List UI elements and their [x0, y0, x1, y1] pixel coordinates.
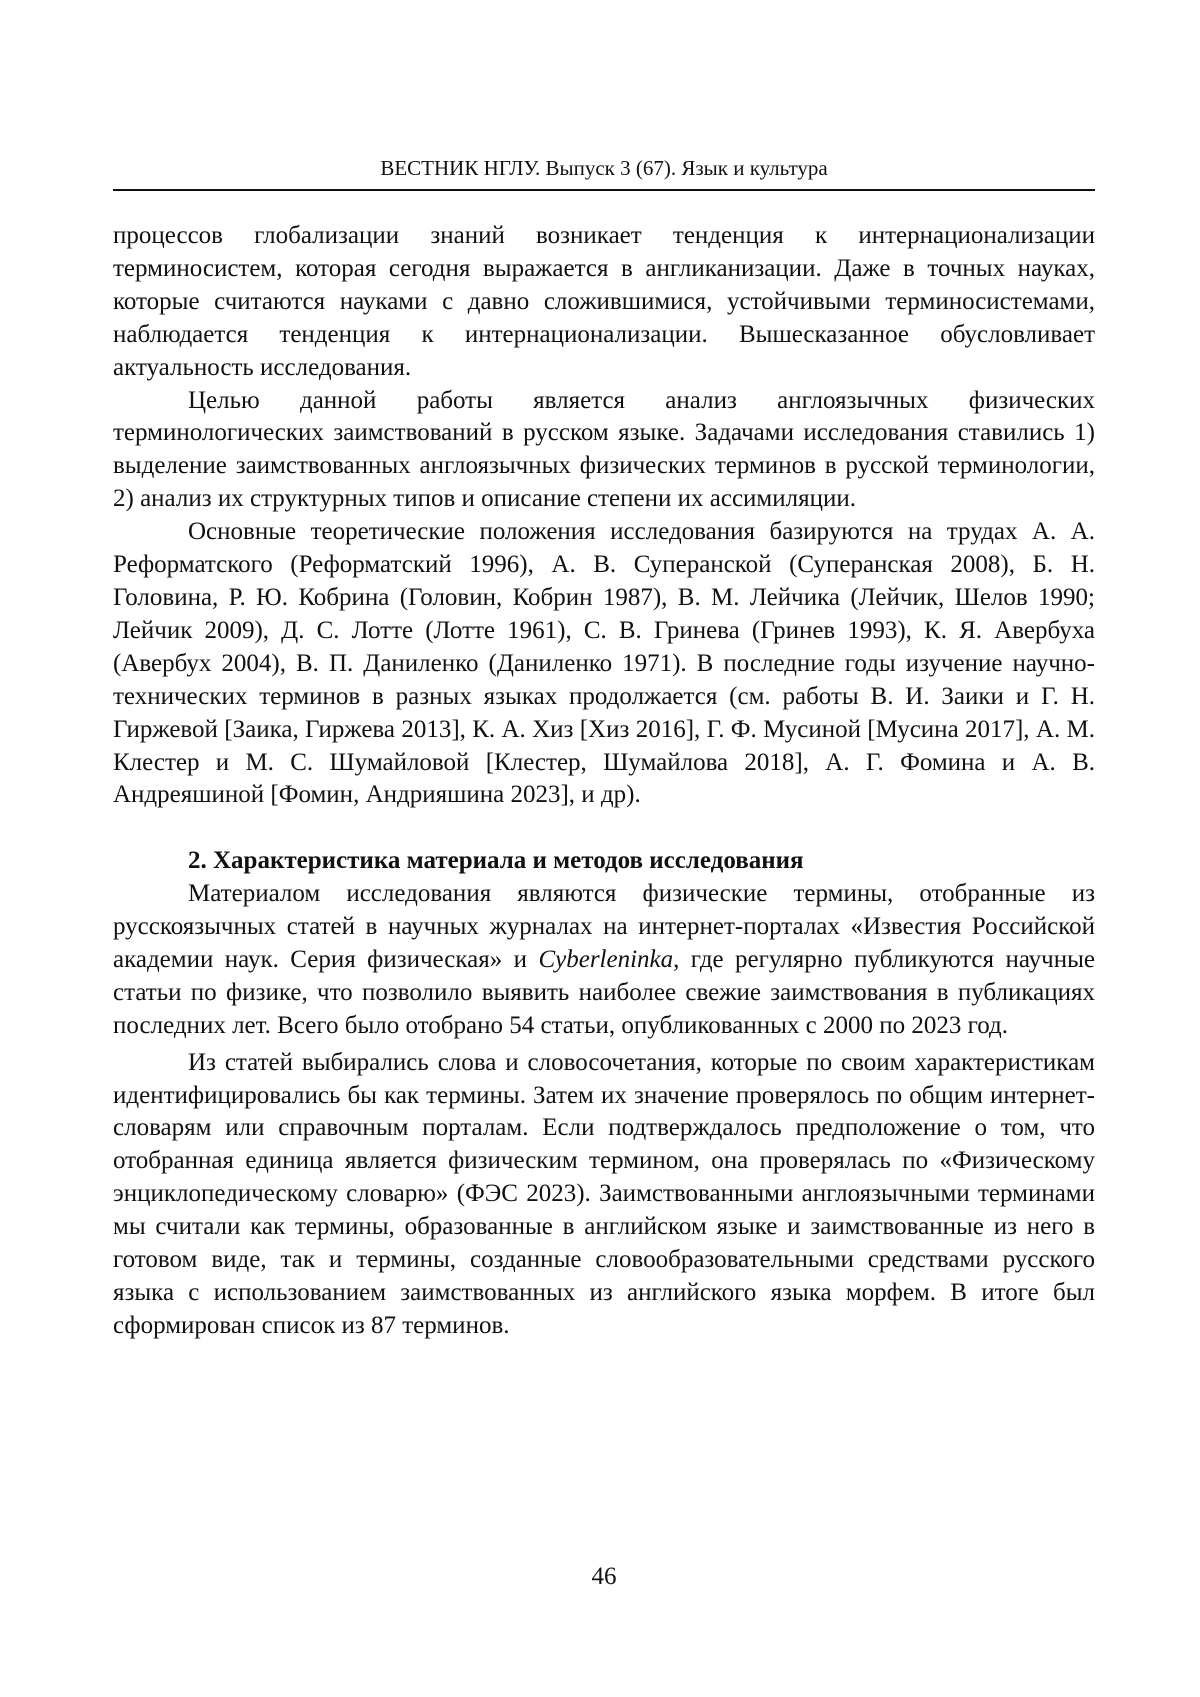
paragraph-5: Из статей выбирались слова и словосочетания, которые по своим характеристикам идентифицировались бы как термины. Затем их значение проверялось по общим интернет-словарям или справочным порталам. Если подтверждалось предположение о том, что отобранная единица является физическим термином, она проверялась по «Физическому энциклопедическому словарю» (ФЭС 2023). Заимствованными англоязычными терминами мы считали как термины, образованные в английском языке и заимствованные из него в готовом виде, так и термины, созданные словообразовательными средствами русского языка с использованием заимствованных из английского языка морфем. В итоге был сформирован список из 87 терминов.: [113, 1047, 1095, 1343]
paragraph-1: процессов глобализации знаний возникает тенденция к интернационализации терминосистем, которая сегодня выражается в англиканизации. Даже в точных науках, которые считаются науками с давно сложившимися, устойчивыми терминосистемами, наблюдается тенденция к интернационализации. Вышесказанное обусловливает актуальность исследования.: [113, 220, 1095, 385]
page-number: 46: [113, 1561, 1095, 1593]
paragraph-2: Целью данной работы является анализ англоязычных физических терминологических заимствований в русском языке. Задачами исследования ставились 1) выделение заимствованных англоязычных физических терминов в русской терминологии, 2) анализ их структурных типов и описание степени их ассимиляции.: [113, 385, 1095, 517]
running-header: ВЕСТНИК НГЛУ. Выпуск 3 (67). Язык и культура: [113, 153, 1095, 183]
article-body: [113, 220, 1095, 1343]
paragraph-4-text-b: , где регулярно публикуются научные статьи по физике, что позволило выявить наиболее свежие заимствования в публикациях последних лет. Всего было отобрано 54 статьи, опубликованных с 2000 по 2023 год.: [113, 946, 1095, 1039]
paragraph-4-text-a: Материалом исследования являются физические термины, отобранные из русскоязычных статей в научных журналах на интернет-порталах «Известия Российской академии наук. Серия физическая» и: [113, 880, 1095, 973]
paragraph-4-italic: Cyberleninka: [538, 946, 673, 973]
header-rule: [113, 189, 1095, 191]
document-page: [0, 0, 1200, 1697]
paragraph-3: Основные теоретические положения исследования базируются на трудах А. А. Реформатского (Реформатский 1996), А. В. Суперанской (Суперанская 2008), Б. Н. Головина, Р. Ю. Кобрина (Головин, Кобрин 1987), В. М. Лейчика (Лейчик, Шелов 1990; Лейчик 2009), Д. С. Лотте (Лотте 1961), С. В. Гринева (Гринев 1993), К. Я. Авербуха (Авербух 2004), В. П. Даниленко (Даниленко 1971). В последние годы изучение научно-технических терминов в разных языках продолжается (см. работы В. И. Заики и Г. Н. Гиржевой [Заика, Гиржева 2013], К. А. Хиз [Хиз 2016], Г. Ф. Мусиной [Мусина 2017], А. М. Клестер и М. С. Шумайловой [Клестер, Шумайлова 2018], А. Г. Фомина и А. В. Андреяшиной [Фомин, Андрияшина 2023], и др).: [113, 516, 1095, 812]
paragraph-4: [113, 878, 1095, 1043]
section-heading: 2. Характеристика материала и методов исследования: [113, 845, 1095, 878]
